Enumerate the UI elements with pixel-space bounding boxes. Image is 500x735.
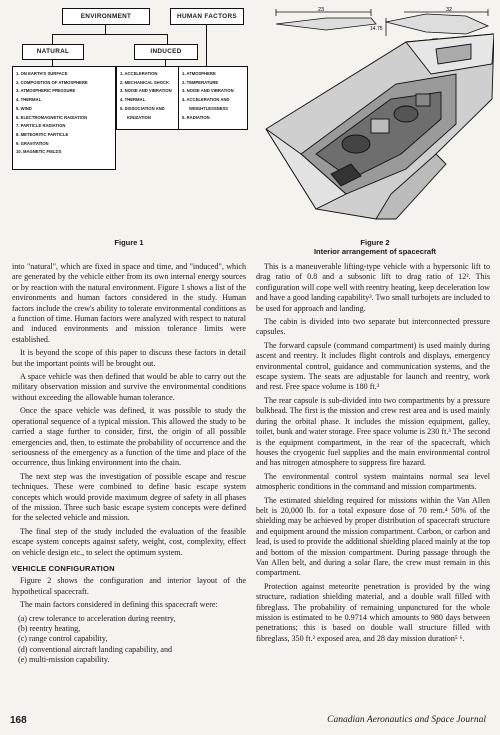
human-factors-list — [178, 66, 248, 130]
paragraph: The main factors considered in defining this spacecraft were: — [20, 600, 218, 610]
human-factors-box: HUMAN FACTORS — [170, 8, 244, 25]
induced-item: 2. MECHANICAL SHOCK — [120, 79, 170, 85]
paragraph: The environmental control system maintains normal sea level atmospheric conditions in the command and mission compartments. — [256, 471, 490, 492]
paragraph: The estimated shielding required for missions within the Van Allen belt is 20,000 lb. for a total exposure dose of 70 rem.⁴ 50% of the shielding may be achieved by proper distribution of spacecraft structure and equipment around the mission compartment. Carbon, or carbon and lead, is used to provide the additional shielding placed mainly at the top and bottom of the mission compartment. During passage through the Van Allen belt, and during a solar flare, the crew must remain in this compartment. — [256, 495, 490, 578]
section-heading: VEHICLE CONFIGURATION — [12, 563, 115, 573]
list-item: (c) range control capability, — [18, 634, 108, 644]
spacecraft-drawing — [256, 4, 494, 232]
journal-title: Canadian Aeronautics and Space Journal — [327, 715, 486, 725]
paragraph: Once the space vehicle was defined, it was possible to study the operational sequence of a typical mission. This allowed the study to be carried a stage further to consider, first, the origin of all possible emergencies and, then, to estimate the probability of occurrence and the seriousness of the emergency as a function of the time and place of the occurrence, thus linking environment into the chain. — [12, 406, 246, 468]
page-number: 168 — [10, 715, 27, 726]
human-item: 1. ATMOSPHERE — [182, 71, 216, 76]
induced-box: INDUCED — [134, 44, 198, 60]
right-text-column — [256, 262, 490, 647]
spacecraft-body — [266, 34, 494, 219]
human-item: WEIGHTLESSNESS — [189, 105, 229, 111]
left-text-column — [12, 262, 246, 666]
induced-item: IONIZATION — [127, 114, 151, 120]
dimension-width-label: 23 — [318, 7, 325, 13]
paragraph: It is beyond the scope of this paper to discuss these factors in detail but the important points will be brought out. — [12, 348, 246, 368]
natural-item: 9. GRAVITATION — [16, 140, 49, 146]
natural-item: 1. ON EARTH'S SURFACE — [16, 71, 68, 76]
paragraph: Figure 2 shows the configuration and interior layout of the hypothetical spacecraft. — [12, 576, 246, 596]
natural-item: 2. COMPOSITION OF ATMOSPHERE — [16, 79, 88, 85]
natural-item: 8. METEORITIC PARTICLE — [16, 131, 69, 137]
paragraph: Protection against meteorite penetration is provided by the wing structure, radiation shielding material, and a double wall filled with fibreglass. The probability of remaining unpunctured for the whole mission is estimated to be 0.9714 which amounts to 980 days between penetrations; this is based on double wall structure filled with fibreglass, 350 ft.² exposed area, and 28 day mission duration⁵ ⁶. — [256, 581, 490, 643]
natural-item: 5. WIND — [16, 105, 32, 111]
dimension-right-label: 32 — [446, 7, 453, 13]
paragraph: The rear capsule is sub-divided into two compartments by a pressure bulkhead. The first is the mission and crew rest area and is used mainly during the orbital phase. It includes the mission equipment, galley, toilet, bunk and water storage. Free space volume is 230 ft.³ The second is the equipment compartment, in the rear of the spacecraft, which houses the cryogenic fuel supplies and the main environmental control and has nitrogen atmosphere to suppress fire hazard. — [256, 395, 490, 468]
natural-item: 3. ATMOSPHERIC PRESSURE — [16, 88, 76, 94]
paragraph: The cabin is divided into two separate but interconnected pressure capsules. — [256, 317, 490, 337]
paragraph: This is a maneuverable lifting-type vehicle with a hypersonic lift to drag ratio of 0.8 and a subsonic lift to drag ratio of 12². This configuration will cope well with reentry heating, keep deceleration low and have a good landing capability³. Two small turbojets are included to be used for approach and landing. — [256, 262, 490, 313]
paragraph: A space vehicle was then defined that would be able to carry out the military observation mission and survive the environmental conditions without exceeding the allowable human tolerance. — [12, 372, 246, 402]
induced-item: 5. DISSOCIATION AND — [120, 105, 165, 111]
natural-box: NATURAL — [22, 44, 84, 60]
natural-list — [12, 66, 116, 170]
human-item: 4. ACCELERATION AND — [182, 97, 230, 103]
list-item: (d) conventional aircraft landing capability, and — [18, 644, 173, 654]
list-item: (a) crew tolerance to acceleration during reentry, — [18, 613, 176, 623]
human-item: 3. NOISE AND VIBRATION — [182, 88, 234, 94]
list-item: (b) reentry heating, — [18, 624, 81, 633]
natural-item: 6. ELECTROMAGNETIC RADIATION — [16, 114, 88, 120]
figure-2-spacecraft — [256, 4, 494, 232]
factor-list — [12, 614, 246, 666]
dimension-height-label: 14.75 — [370, 26, 383, 32]
paragraph: into "natural", which are fixed in space and time, and "induced", which are generated by the vehicle either from its own internal energy sources or by reaction with the natural environment. Figure 1 shows a list of the environments and human factors considered in the study. Human factors include the crew's ability to tolerate environmental conditions as a function of time. Human factors were analyzed with respect to natural and induced environments and mission tolerance limits were established. — [12, 262, 246, 344]
figure-1-caption: Figure 1 — [114, 238, 144, 247]
environment-box: ENVIRONMENT — [62, 8, 150, 25]
human-item: 2. TEMPERATURE — [182, 79, 219, 85]
paragraph: The next step was the investigation of possible escape and rescue techniques. These were combined to define basic escape system concepts which would provide maximum degree of safety in all phases of the mission. Three such basic escape system concepts were defined for the selected vehicle and mission. — [12, 471, 246, 523]
paragraph: The final step of the study included the evaluation of the feasible escape system concepts against safety, weight, cost, complexity, effect on vehicle design etc., to select the optimum system. — [12, 526, 246, 557]
figure-1-diagram — [10, 6, 248, 234]
induced-item: 1. ACCELERATION — [120, 71, 158, 76]
list-item: (e) multi-mission capability. — [18, 655, 110, 665]
natural-item: 7. PARTICLE RADIATION — [16, 123, 66, 129]
induced-item: 3. NOISE AND VIBRATION — [120, 88, 172, 94]
induced-item: 4. THERMAL — [120, 97, 146, 103]
induced-list — [116, 66, 182, 130]
paragraph: The forward capsule (command compartment) is used mainly during ascent and reentry. It includes flight controls and displays, emergency environmental control, guidance and communication systems, and the escape system. The seats are adjustable for launch and reentry, work and rest. Free space volume is 180 ft.³ — [256, 340, 490, 392]
natural-item: 4. THERMAL — [16, 97, 42, 103]
figure-2-caption: Figure 2 Interior arrangement of spacecraft — [313, 238, 437, 256]
human-item: 5. RADIATION — [182, 114, 210, 120]
natural-item: 10. MAGNETIC FIELDS — [16, 149, 62, 155]
